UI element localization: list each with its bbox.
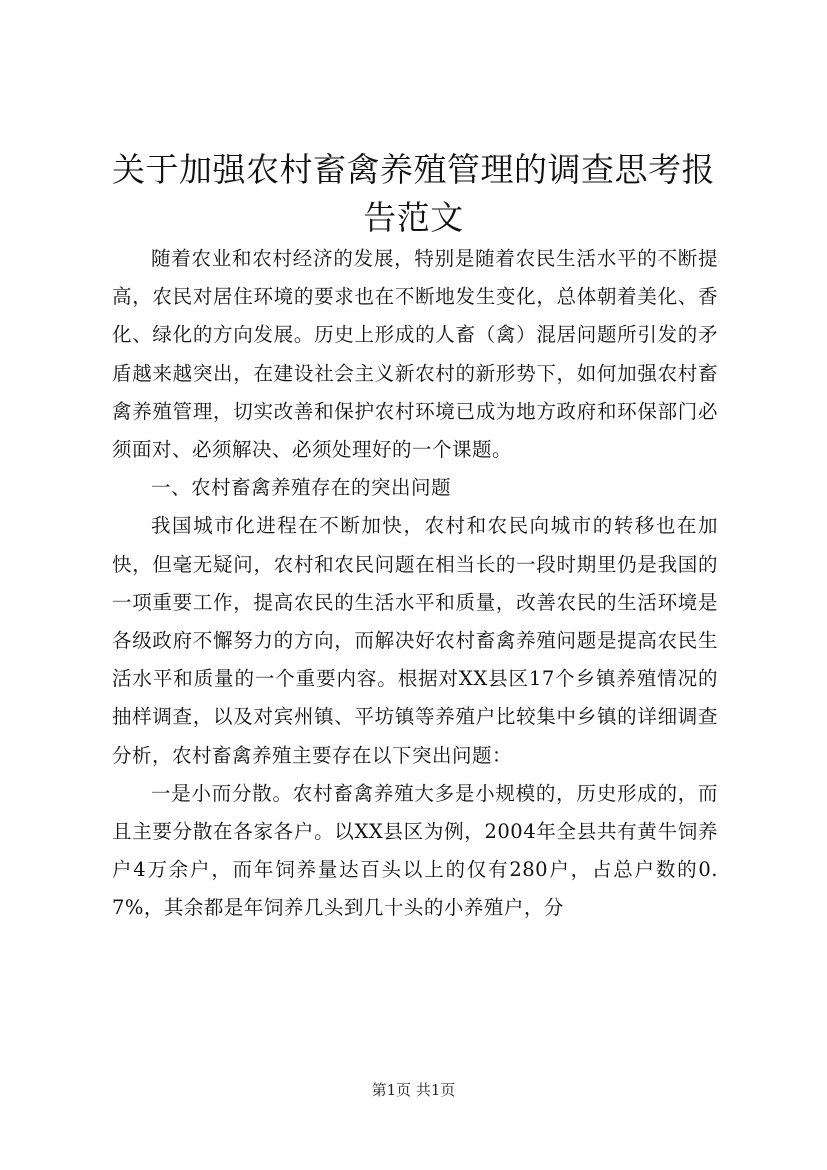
document-title: 关于加强农村畜禽养殖管理的调查思考报告范文 (112, 150, 715, 237)
paragraph-point-one: 一是小而分散。农村畜禽养殖大多是小规模的，历史形成的，而且主要分散在各家各户。以XX县区为例，2004年全县共有黄牛饲养户4万余户，而年饲养量达百头以上的仅有280户，占总户数的0.7%，其余都是年饲养几头到几十头的小养殖户，分 (112, 781, 718, 920)
section-heading: 一、农村畜禽养殖存在的突出问题 (151, 476, 452, 500)
paragraph-intro: 随着农业和农村经济的发展，特别是随着农民生活水平的不断提高，农民对居住环境的要求也在不断地发生变化，总体朝着美化、香化、绿化的方向发展。历史上形成的人畜（禽）混居问题所引发的矛盾越来越突出，在建设社会主义新农村的新形势下，如何加强农村畜禽养殖管理，切实改善和保护农村环境已成为地方政府和环保部门必须面对、必须解决、必须处理好的一个课题。 (112, 247, 718, 462)
page-number-footer: 第1页 共1页 (371, 1081, 456, 1099)
paragraph-background: 我国城市化进程在不断加快，农村和农民向城市的转移也在加快，但毫无疑问，农村和农民问题在相当长的一段时期里仍是我国的一项重要工作，提高农民的生活水平和质量，改善农民的生活环境是各级政府不懈努力的方向，而解决好农村畜禽养殖问题是提高农民生活水平和质量的一个重要内容。根据对XX县区17个乡镇养殖情况的抽样调查，以及对宾州镇、平坊镇等养殖户比较集中乡镇的详细调查分析，农村畜禽养殖主要存在以下突出问题： (112, 514, 718, 767)
document-body (112, 240, 718, 928)
